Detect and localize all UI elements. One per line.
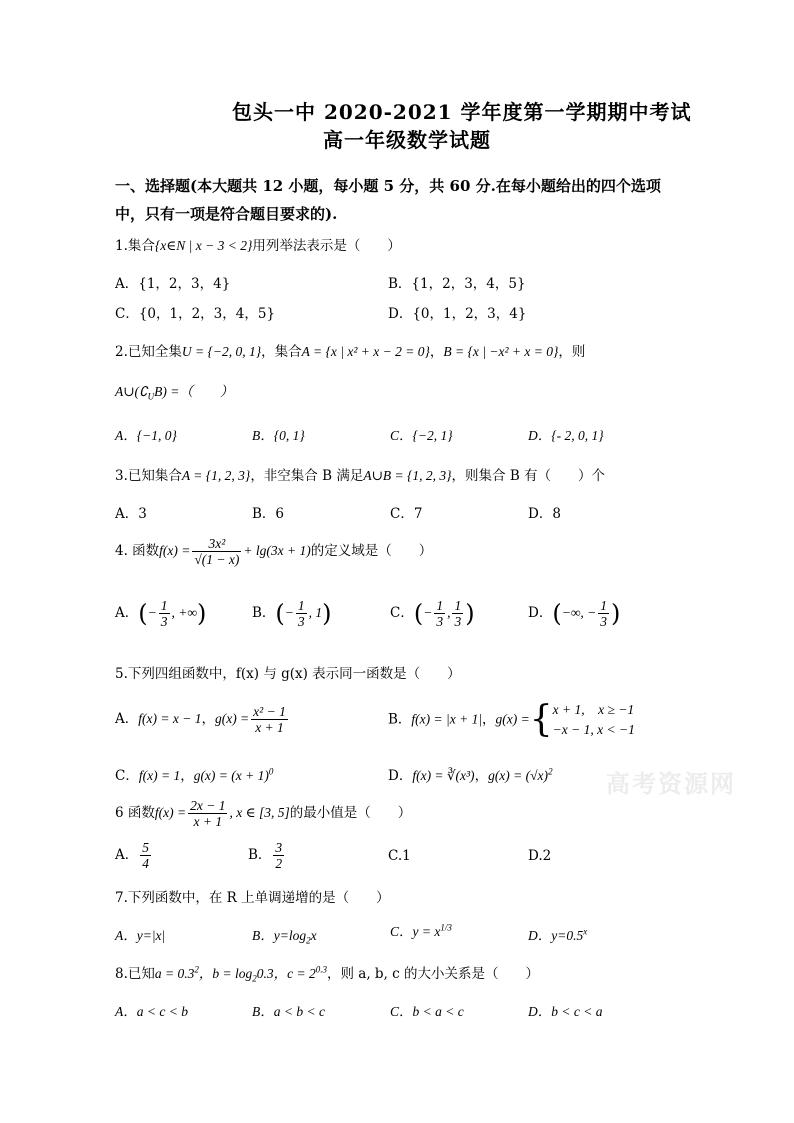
q4-option-a-label: A． — [115, 605, 139, 621]
q4-d-pre: −∞, − — [561, 605, 597, 620]
question-2-expr — [115, 380, 233, 402]
q3-option-d: D．8 — [528, 506, 561, 522]
q5-b-f: f(x) = |x + 1| — [411, 711, 483, 727]
q5-a-g: g(x) = — [214, 711, 250, 726]
q1-suffix: 用列举法表示是（ ） — [252, 238, 401, 254]
question-6 — [115, 798, 411, 829]
q7-option-c — [390, 920, 452, 940]
q5-b-brace: { — [529, 699, 553, 740]
question-3 — [115, 464, 605, 484]
q1-prefix: 1.集合 — [115, 238, 155, 254]
q2-prefix: 2.已知全集 — [115, 344, 182, 360]
q4-a-rparen: ) — [196, 599, 207, 628]
q5-c-g: g(x) = (x + 1) — [193, 768, 269, 783]
q5-b-case1: x + 1, x ≥ −1 — [552, 702, 635, 717]
q5-d-sep: ， — [474, 768, 489, 784]
q4-b-post: , 1 — [308, 605, 323, 620]
q5-a-num: x² − 1 — [253, 704, 286, 719]
q1-set: {x∈N | x − 3 < 2} — [154, 238, 253, 253]
q4-option-c — [390, 598, 475, 629]
q4-d-lparen: ( — [552, 599, 562, 628]
q6-func: f(x) = — [154, 805, 187, 820]
q7-b-label: B．y=log — [252, 928, 307, 943]
q1-option-b: B．{1，2，3，4，5} — [388, 276, 526, 292]
q4-c-lparen: ( — [413, 599, 424, 628]
q4-b-lparen: ( — [275, 599, 285, 628]
q2-option-c: C．{−2, 1} — [390, 428, 453, 443]
q2-set-a: A = {x | x² + x − 2 = 0} — [301, 344, 430, 359]
q3-mid: ，非空集合 B 满足 — [250, 468, 364, 484]
q5-a-f: f(x) = x − 1 — [138, 711, 202, 726]
q8-b-sub: 2 — [252, 973, 257, 984]
question-1 — [115, 234, 401, 254]
q8-prefix: 8.已知 — [115, 966, 155, 982]
q7-option-d — [528, 924, 587, 944]
question-4 — [115, 536, 432, 567]
q6-b-label: B． — [248, 847, 272, 863]
q7-option-a: A．y=|x| — [115, 928, 166, 943]
q6-b-den: 2 — [275, 856, 283, 871]
q5-c-sep: ， — [180, 768, 194, 784]
q4-func: f(x) = — [159, 543, 191, 558]
q4-suffix: 的定义域是（ ） — [310, 543, 433, 559]
q5-a-label: A． — [115, 711, 139, 727]
q3-suffix: ，则集合 B 有（ ）个 — [451, 468, 606, 484]
q5-a-den: x + 1 — [251, 719, 288, 735]
q5-c-label: C． — [115, 768, 139, 784]
q4-b-rparen: ) — [322, 599, 332, 628]
q8-suffix: ，则 a, b, c 的大小关系是（ ） — [327, 966, 539, 982]
q6-den: x + 1 — [188, 813, 227, 829]
question-8 — [115, 962, 539, 984]
q2-expr: A∪(∁ — [115, 384, 148, 399]
q6-domain: , x ∈ [3, 5] — [229, 805, 290, 820]
q8-option-c: C．b < a < c — [390, 1004, 464, 1019]
q6-option-c: C.1 — [388, 848, 411, 864]
q4-option-a — [115, 598, 206, 629]
q2-expr-end: B) =（ ） — [154, 384, 234, 399]
q7-c-label: C． — [390, 924, 413, 939]
q1-option-c: C．{0，1，2，3，4，5} — [115, 306, 276, 322]
q8-option-a: A．a < c < b — [115, 1004, 188, 1019]
q4-c-post: , — [447, 605, 451, 620]
q4-b-den: 3 — [297, 614, 305, 629]
q5-option-b — [388, 700, 635, 740]
q2-set-b: B = {x | −x² + x = 0} — [443, 344, 559, 359]
q5-b-g: g(x) = — [495, 711, 530, 727]
q6-option-a — [115, 840, 153, 871]
q3-option-b: B．6 — [252, 506, 285, 522]
q2-mid2: ， — [429, 344, 444, 360]
q4-denominator: √(1 − x) — [194, 552, 240, 567]
q8-option-b: B．a < b < c — [252, 1004, 325, 1019]
question-5: 5.下列四组函数中，f(x) 与 g(x) 表示同一函数是（ ） — [115, 666, 461, 682]
q6-a-num: 5 — [142, 840, 149, 855]
q4-option-b-label: B． — [252, 605, 276, 621]
q7-b-sub: 2 — [306, 935, 311, 946]
q4-option-d — [528, 598, 620, 629]
q6-option-d: D.2 — [528, 848, 552, 864]
q6-b-num: 3 — [275, 840, 283, 855]
q4-c-den2: 3 — [454, 614, 462, 629]
q8-c-exp: 0.3 — [315, 964, 327, 975]
q7-d-label: D．y=0.5 — [528, 928, 584, 943]
q8-a-exp: 2 — [194, 964, 199, 975]
q3-prefix: 3.已知集合 — [115, 468, 182, 484]
q4-numerator: 3x² — [208, 536, 226, 551]
q2-universe: U = {−2, 0, 1} — [181, 344, 262, 359]
q7-c-exp: 1/3 — [440, 922, 452, 933]
q4-b-num: 1 — [297, 598, 305, 613]
q5-a-sep: ， — [201, 711, 215, 727]
q5-c-f: f(x) = 1 — [138, 768, 181, 783]
q5-option-d — [388, 764, 553, 784]
q5-b-case2: −x − 1, x < −1 — [552, 722, 635, 737]
q6-fraction — [188, 798, 227, 829]
q4-c-num2: 1 — [454, 598, 462, 613]
q5-b-sep: ， — [482, 711, 496, 728]
q8-b: ，b = log — [198, 966, 253, 981]
q3-option-a: A．3 — [115, 506, 147, 522]
q2-expr-sub: U — [147, 391, 155, 402]
q4-option-b — [252, 598, 332, 629]
q4-a-num: 1 — [160, 598, 168, 613]
question-2 — [115, 340, 585, 360]
q5-d-g: g(x) = (√x) — [488, 768, 549, 783]
q4-d-num: 1 — [600, 598, 608, 613]
q4-option-c-label: C． — [390, 605, 414, 621]
q6-a-den: 4 — [142, 856, 149, 871]
q8-b-end: 0.3 — [256, 966, 274, 981]
q5-b-cases — [553, 700, 635, 740]
q5-c-exp: 0 — [268, 766, 274, 777]
q6-a-label: A． — [115, 847, 139, 863]
q4-a-lparen: ( — [138, 599, 148, 628]
exam-subtitle: 高一年级数学试题 — [323, 128, 491, 152]
q2-suffix: ，则 — [558, 344, 586, 360]
q7-d-exp: x — [583, 926, 588, 937]
q4-c-pre: − — [423, 605, 433, 620]
q4-a-post: , +∞ — [171, 605, 197, 620]
q6-option-b — [248, 840, 286, 871]
q1-option-d: D．{0，1，2，3，4} — [388, 306, 527, 322]
q3-cond: A∪B = {1, 2, 3} — [363, 468, 452, 483]
q4-tail: + lg(3x + 1) — [243, 543, 311, 558]
q5-option-a — [115, 704, 290, 735]
q4-c-num: 1 — [436, 598, 444, 613]
q5-d-exp: 2 — [548, 766, 553, 777]
q4-prefix: 4. 函数 — [115, 543, 160, 559]
q4-d-den: 3 — [600, 614, 608, 629]
q6-num: 2x − 1 — [190, 798, 226, 813]
q5-b-label: B． — [388, 711, 412, 728]
q5-option-c — [115, 764, 273, 784]
q4-a-pre: − — [147, 605, 157, 620]
section-heading-line1: 一、选择题(本大题共 12 小题，每小题 5 分，共 60 分.在每小题给出的四个选项 — [115, 177, 661, 195]
q7-b-end: x — [310, 928, 317, 943]
q7-option-b — [252, 924, 317, 946]
section-heading — [115, 172, 695, 228]
exam-title: 包头一中 2020-2021 学年度第一学期期中考试 — [232, 100, 692, 124]
q5-d-f: f(x) = ∛(x³) — [412, 768, 475, 783]
watermark: 高考资源网 — [606, 769, 736, 798]
q5-d-label: D． — [388, 768, 413, 784]
q1-option-a: A．{1，2，3，4} — [115, 276, 231, 292]
section-heading-line2: 中，只有一项是符合题目要求的). — [115, 205, 338, 223]
q8-option-d: D．b < c < a — [528, 1004, 603, 1019]
q4-fraction — [192, 536, 241, 567]
q8-c: ，c = 2 — [273, 966, 316, 981]
q2-option-a: A．{−1, 0} — [115, 428, 177, 443]
question-7: 7.下列函数中，在 R 上单调递增的是（ ） — [115, 890, 390, 906]
q4-option-d-label: D． — [528, 605, 553, 621]
q2-option-d: D．{- 2, 0, 1} — [528, 428, 604, 443]
q4-a-den: 3 — [160, 614, 168, 629]
q3-set-a: A = {1, 2, 3} — [181, 468, 251, 483]
q4-c-rparen: ) — [465, 599, 475, 628]
q4-b-pre: − — [284, 605, 294, 620]
q4-d-rparen: ) — [611, 599, 621, 628]
q3-option-c: C．7 — [390, 506, 423, 522]
q2-mid1: ，集合 — [261, 344, 302, 360]
q7-c-expr: y = x — [412, 924, 441, 939]
q6-suffix: 的最小值是（ ） — [289, 805, 412, 821]
q8-a: a = 0.3 — [154, 966, 195, 981]
q2-option-b: B．{0, 1} — [252, 428, 305, 443]
q6-prefix: 6 函数 — [115, 805, 155, 821]
q4-c-den: 3 — [436, 614, 444, 629]
